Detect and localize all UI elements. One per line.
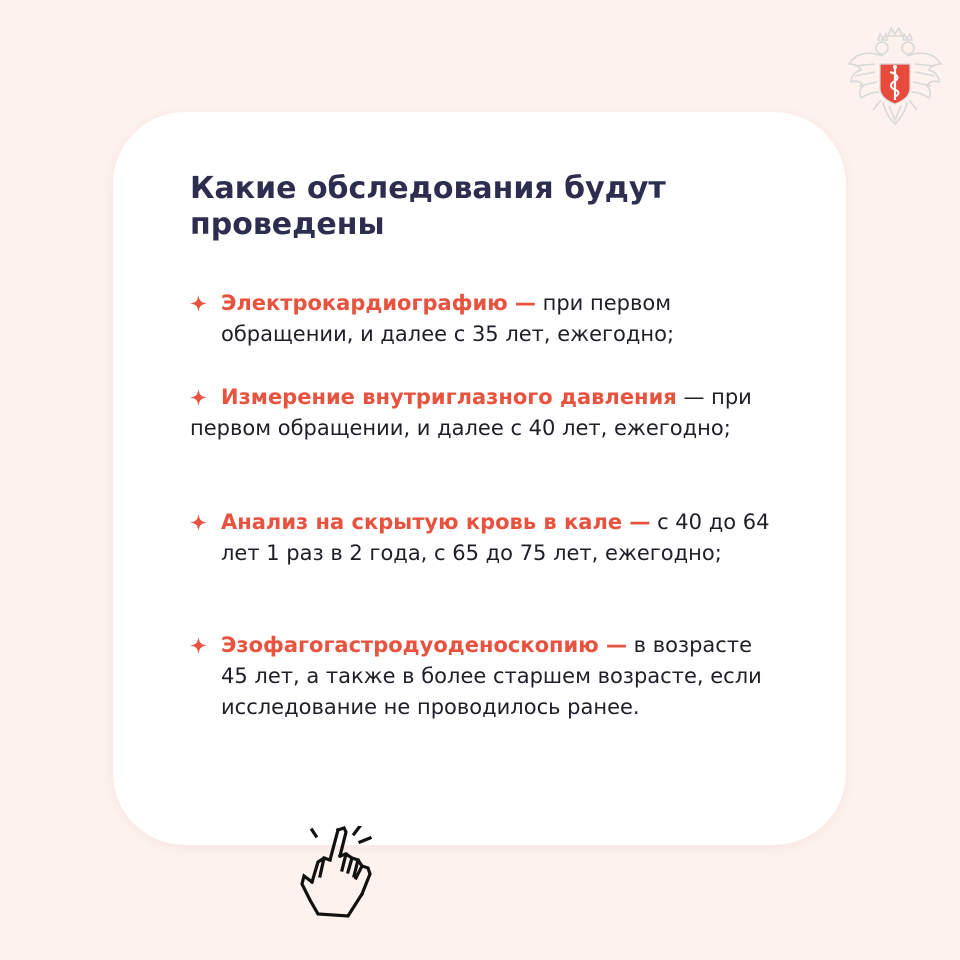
star-cross-icon bbox=[190, 514, 207, 531]
list-item-body bbox=[190, 288, 770, 350]
list-item-text: — при первом обращении, и далее с 40 лет, ежегодно; bbox=[190, 385, 752, 440]
list-item bbox=[190, 288, 770, 350]
list-item-text: в возрасте 45 лет, а также в более старшем возрасте, если исследование не проводилось ранее. bbox=[221, 633, 762, 719]
pointing-hand-icon bbox=[300, 826, 382, 918]
list-item bbox=[190, 382, 770, 444]
page-title: Какие обследования будут проведены bbox=[190, 171, 666, 242]
star-cross-icon bbox=[190, 295, 207, 312]
list-item bbox=[190, 630, 770, 723]
list-item-highlight: Электрокардиографию — bbox=[221, 291, 536, 315]
star-cross-icon bbox=[190, 389, 207, 406]
list-item-body bbox=[190, 382, 770, 444]
list-item-body bbox=[190, 507, 770, 569]
ministry-emblem bbox=[845, 20, 945, 130]
star-cross-icon bbox=[190, 637, 207, 654]
list-item-text: при первом обращении, и далее с 35 лет, ежегодно; bbox=[221, 291, 675, 346]
list-item bbox=[190, 507, 770, 569]
list-item-highlight: Измерение внутриглазного давления bbox=[221, 385, 677, 409]
list-item-highlight: Анализ на скрытую кровь в кале — bbox=[221, 510, 651, 534]
list-item-highlight: Эзофагогастродуоденоскопию — bbox=[221, 633, 627, 657]
list-item-text: с 40 до 64 лет 1 раз в 2 года, с 65 до 75 лет, ежегодно; bbox=[221, 510, 770, 565]
list-item-body bbox=[190, 630, 770, 723]
